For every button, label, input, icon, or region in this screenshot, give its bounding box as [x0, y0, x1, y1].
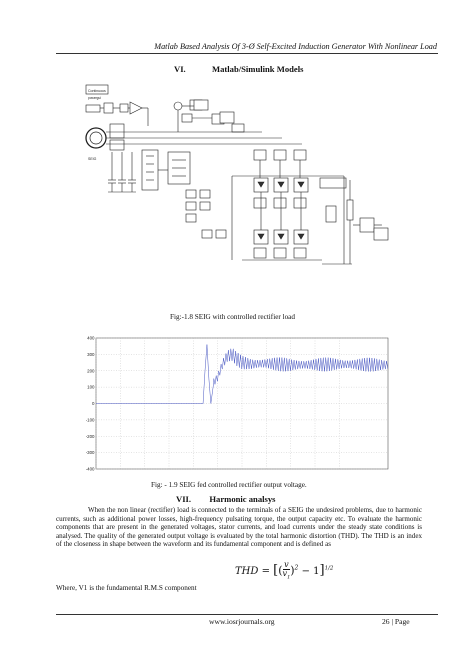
- formula-exp-half: 1/2: [324, 565, 334, 572]
- output-voltage-plot: [86, 336, 391, 473]
- simulink-model-figure: [82, 80, 394, 290]
- speed-source-block: [86, 105, 100, 112]
- figure-1-8-caption: Fig:-1.8 SEIG with controlled rectifier load: [170, 313, 295, 321]
- section-heading-7: [176, 494, 276, 504]
- figure-1-9-caption: Fig: - 1.9 SEIG fed controlled rectifier output voltage.: [151, 481, 307, 489]
- seig-machine: [86, 128, 106, 148]
- y-tick-label: 400: [87, 336, 95, 341]
- section-heading-6: [174, 64, 303, 74]
- paragraph-1: When the non linear (rectifier) load is connected to the terminals of a SEIG the undesired problems, due to harmonic currents, such as additional power losses, high-frequency pulsating torque, the output capacity etc. To evaluate the harmonic components that are present in the generated voltages, stator currents, and load currents under the steady state conditions is analysed. The quality of the generated output voltage is evaluated by the total harmonic distortion (THD). The THD is an index of the closeness in shape between the waveform and its fundamental component and is defined as: [56, 506, 422, 549]
- gain-block: [130, 102, 142, 114]
- section-number: VI.: [174, 64, 186, 74]
- output-scope: [374, 228, 388, 240]
- formula-exp2: 2: [294, 564, 299, 572]
- thyristor-bridge-lower: [254, 230, 308, 258]
- y-tick-label: 300: [87, 351, 95, 357]
- scope-block-2: [220, 112, 234, 123]
- running-header: Matlab Based Analysis Of 3-Ø Self-Excited Induction Generator With Nonlinear Load: [154, 42, 437, 51]
- formula-v: v: [284, 560, 289, 569]
- powergui-label: powergui: [88, 96, 101, 100]
- load-resistor: [347, 200, 353, 220]
- scope-block-1: [194, 100, 208, 110]
- footer-rule: [56, 614, 438, 615]
- section-title: Matlab/Simulink Models: [212, 64, 304, 74]
- seig-label: SEIG: [88, 157, 97, 161]
- thd-formula: THD = $[(\frac{v}{v_1})^2 - 1]^{1/2}$: [235, 560, 334, 581]
- footer-website: www.iosrjournals.org: [209, 617, 275, 626]
- constant-block-label: Continuous: [88, 89, 106, 93]
- y-tick-label: -200: [86, 433, 95, 439]
- body-paragraph: [56, 506, 422, 549]
- y-tick-label: -100: [86, 417, 95, 423]
- y-tick-label: -300: [86, 450, 95, 456]
- where-line: Where, V1 is the fundamental R.M.S component: [56, 584, 197, 592]
- formula-v1: v: [282, 569, 288, 578]
- y-tick-label: 200: [87, 368, 95, 374]
- formula-v1-sub: 1: [287, 574, 291, 581]
- formula-lhs: THD =: [235, 565, 270, 577]
- y-tick-label: 100: [87, 384, 95, 390]
- header-rule: [56, 53, 438, 54]
- formula-minus1: − 1: [301, 565, 320, 577]
- y-tick-label: 0: [92, 401, 95, 407]
- y-tick-label: -400: [86, 466, 95, 472]
- section-title: Harmonic analsys: [209, 494, 276, 504]
- section-number: VII.: [176, 494, 192, 504]
- footer-page-number: 26 | Page: [382, 617, 410, 626]
